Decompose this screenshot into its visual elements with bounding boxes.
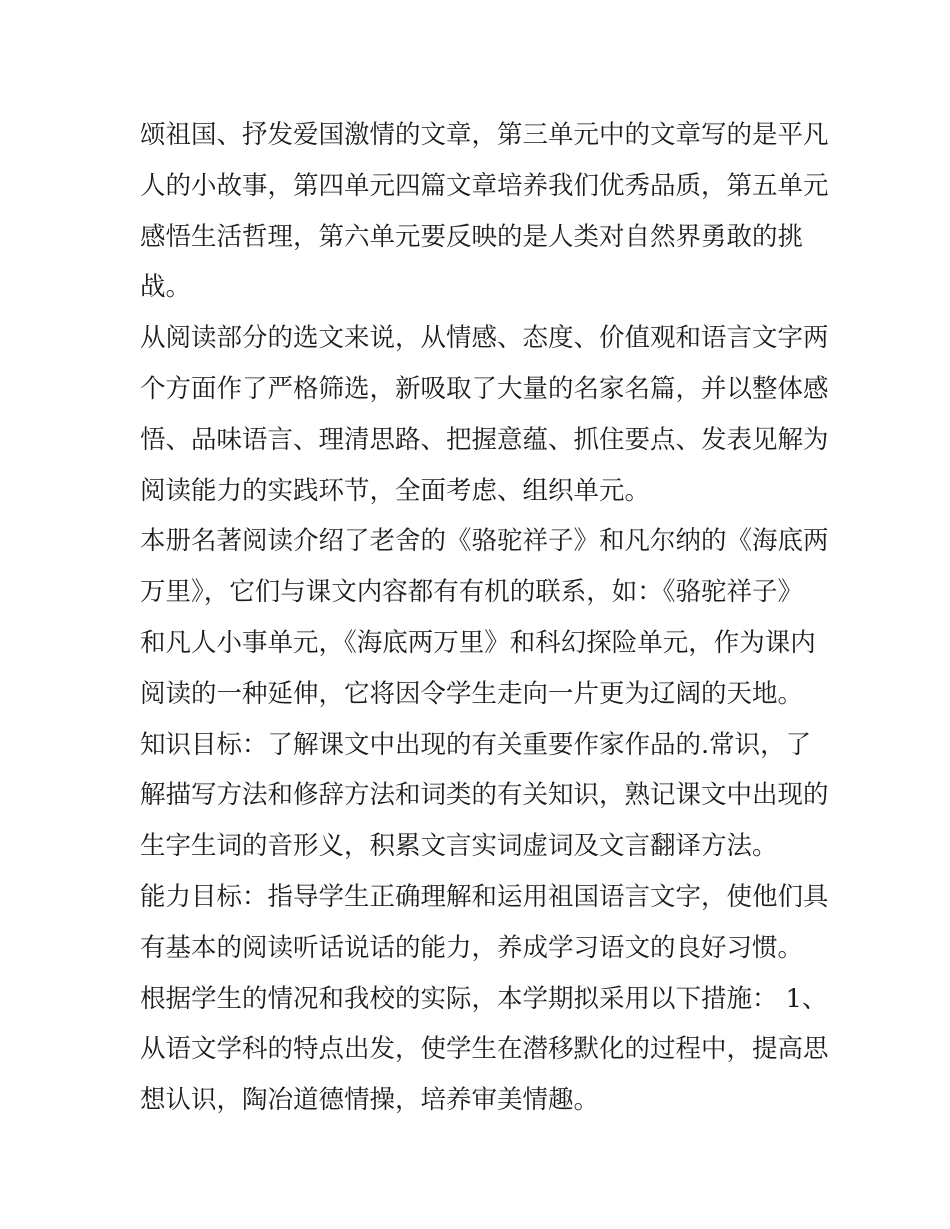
paragraph-measures (140, 974, 830, 1126)
paragraph-knowledge-goals (140, 720, 830, 872)
text-line: 生字生词的音形义，积累文言实词虚词及文言翻译方法。 (140, 831, 778, 862)
text-line: 从语文学科的特点出发，使学生在潜移默化的过程中，提高思 (140, 1034, 829, 1065)
text-line: 悟、品味语言、理清思路、把握意蕴、抓住要点、发表见解为 (140, 424, 829, 455)
text-line: 个方面作了严格筛选，新吸取了大量的名家名篇，并以整体感 (140, 373, 829, 404)
text-line: 感悟生活哲理，第六单元要反映的是人类对自然界勇敢的挑 (140, 221, 804, 252)
text-line: 解描写方法和修辞方法和词类的有关知识，熟记课文中出现的 (140, 780, 829, 811)
text-line: 本册名著阅读介绍了老舍的《骆驼祥子》和凡尔纳的《海底两 (140, 526, 829, 557)
text-line: 能力目标：指导学生正确理解和运用祖国语言文字，使他们具 (140, 881, 829, 912)
text-line: 有基本的阅读听话说话的能力，养成学习语文的良好习惯。 (140, 932, 804, 963)
text-line: 颂祖国、抒发爱国激情的文章，第三单元中的文章写的是平凡 (140, 120, 829, 150)
paragraph-classic-reading (140, 516, 830, 719)
paragraph-reading-selection (140, 313, 830, 516)
text-line: 和凡人小事单元，《海底两万里》和科幻探险单元，作为课内 (140, 627, 816, 658)
text-line: 人的小故事，第四单元四篇文章培养我们优秀品质，第五单元 (140, 170, 829, 201)
text-line: 阅读能力的实践环节，全面考虑、组织单元。 (140, 475, 651, 506)
document-body (140, 110, 830, 1126)
text-line: 战。 (140, 272, 192, 303)
paragraph-ability-goals (140, 872, 830, 974)
text-line: 阅读的一种延伸，它将因令学生走向一片更为辽阔的天地。 (140, 678, 804, 709)
text-line: 万里》，它们与课文内容都有有机的联系，如：《骆驼祥子》 (140, 577, 804, 608)
text-line: 想认识，陶冶道德情操，培养审美情趣。 (140, 1085, 600, 1116)
text-line: 知识目标：了解课文中出现的有关重要作家作品的.常识，了 (140, 729, 812, 760)
text-line: 从阅读部分的选文来说，从情感、态度、价值观和语言文字两 (140, 323, 829, 354)
text-line: 根据学生的情况和我校的实际，本学期拟采用以下措施： 1、 (140, 983, 828, 1014)
paragraph-unit-themes (140, 110, 830, 313)
